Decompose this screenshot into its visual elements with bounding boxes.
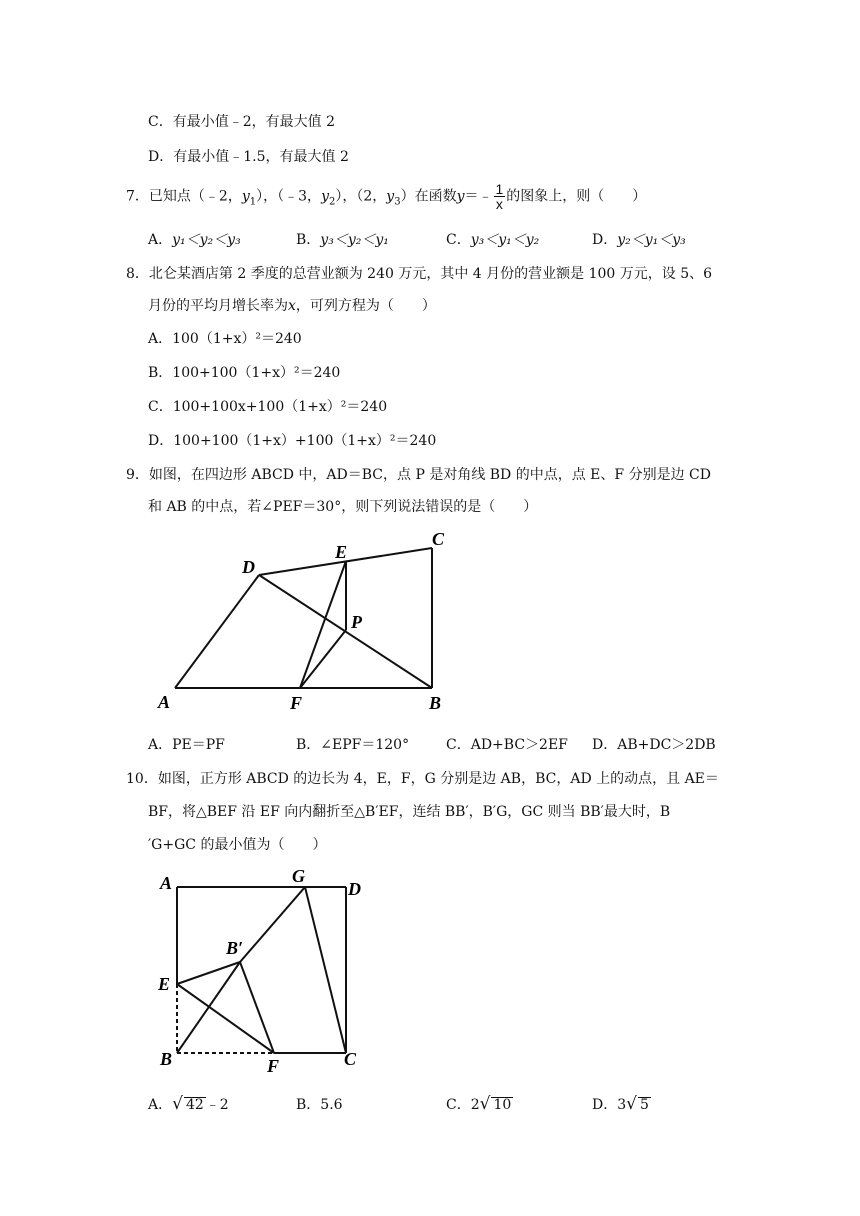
q7-text-1: 已知点（﹣2， — [148, 188, 242, 205]
q10-option-d: D．3√ 5 — [592, 1094, 649, 1114]
q10-option-b: B．5.6 — [296, 1097, 343, 1113]
q10-label-g: G — [292, 866, 305, 886]
q10-label-e: E — [158, 974, 171, 994]
q7-text-4: ）在函数 — [400, 188, 457, 205]
q9-label-d: D — [242, 557, 255, 577]
q8-option-d: D．100+100（1+x）+100（1+x）²＝240 — [148, 433, 437, 449]
q10-stem-line3: ′G+GC 的最小值为（ ） — [148, 837, 327, 853]
q10-square-figure — [150, 862, 380, 1084]
q8-option-b: B．100+100（1+x）²＝240 — [148, 365, 341, 381]
q9-stem-line2: 和 AB 的中点，若∠PEF＝30°，则下列说法错误的是（ ） — [148, 499, 538, 515]
q10-label-a: A — [160, 873, 173, 893]
q9-label-a: A — [158, 692, 171, 712]
q9-label-f: F — [290, 693, 303, 713]
q8-stem-line2: 月份的平均月增长率为x，可列方程为（ ） — [148, 298, 436, 314]
q7-option-d: D．y₂＜y₁＜y₃ — [592, 232, 686, 248]
q10-option-a: A．√ 42 ﹣2 — [148, 1094, 229, 1114]
q10-option-c: C．2√ 10 — [446, 1094, 512, 1114]
q9-label-b: B — [429, 693, 442, 713]
q9-option-a: A．PE＝PF — [148, 737, 225, 753]
q9-label-e: E — [335, 542, 348, 562]
q7-fraction: $\frac{1}{x}$ — [495, 181, 504, 212]
q10-label-b: B — [160, 1049, 173, 1069]
q8-option-a: A．100（1+x）²＝240 — [148, 331, 302, 347]
q9-stem-line1: 9．如图，在四边形 ABCD 中，AD＝BC，点 P 是对角线 BD 的中点，点 E、F 分别是边 CD — [126, 467, 711, 483]
q7-text-2: ），（﹣3， — [256, 188, 322, 205]
q7-number: 7． — [126, 188, 149, 205]
q7-text-eq: ＝﹣ — [464, 188, 493, 205]
q9-option-d: D．AB+DC＞2DB — [592, 737, 716, 753]
q9-quadrilateral-figure — [150, 525, 460, 720]
q8-option-c: C．100+100x+100（1+x）²＝240 — [148, 399, 388, 415]
q10-label-c: C — [344, 1049, 357, 1069]
q10-label-f: F — [267, 1056, 280, 1076]
q10-stem-line2: BF，将△BEF 沿 EF 向内翻折至△B′EF，连结 BB′，B′G，GC 则当 BB′最大时，B — [148, 804, 671, 820]
q7-text-3: ），（2， — [335, 188, 387, 205]
q8-stem-line1: 8．北仑某酒店第 2 季度的总营业额为 240 万元，其中 4 月份的营业额是 100 万元，设 5、6 — [126, 266, 713, 282]
q9-label-p: P — [351, 612, 362, 632]
q9-option-b: B．∠EPF＝120° — [296, 737, 410, 753]
q9-option-c: C．AD+BC＞2EF — [446, 737, 568, 753]
q7-stem: 7．已知点（﹣2，$y_1$），（﹣3，$y_2$），（2，$y_3$）在函数y＝﹣ $\frac{1}{x}$ 的图象上，则（ ） — [126, 181, 647, 212]
q7-option-c: C．y₃＜y₁＜y₂ — [446, 232, 540, 248]
q6-option-d: D．有最小值﹣1.5，有最大值 2 — [148, 149, 349, 165]
q10-label-d: D — [348, 879, 361, 899]
q7-option-b: B．y₃＜y₂＜y₁ — [296, 232, 389, 248]
q10-label-b-prime: B′ — [226, 938, 244, 958]
q10-stem-line1: 10．如图，正方形 ABCD 的边长为 4，E，F，G 分别是边 AB，BC，AD 上的动点，且 AE＝ — [126, 771, 719, 787]
q7-text-5: 的图象上，则（ ） — [506, 188, 647, 205]
q7-option-a: A．y₁＜y₂＜y₃ — [148, 232, 241, 248]
q6-option-c: C．有最小值﹣2，有最大值 2 — [148, 114, 335, 130]
q9-label-c: C — [432, 529, 445, 549]
